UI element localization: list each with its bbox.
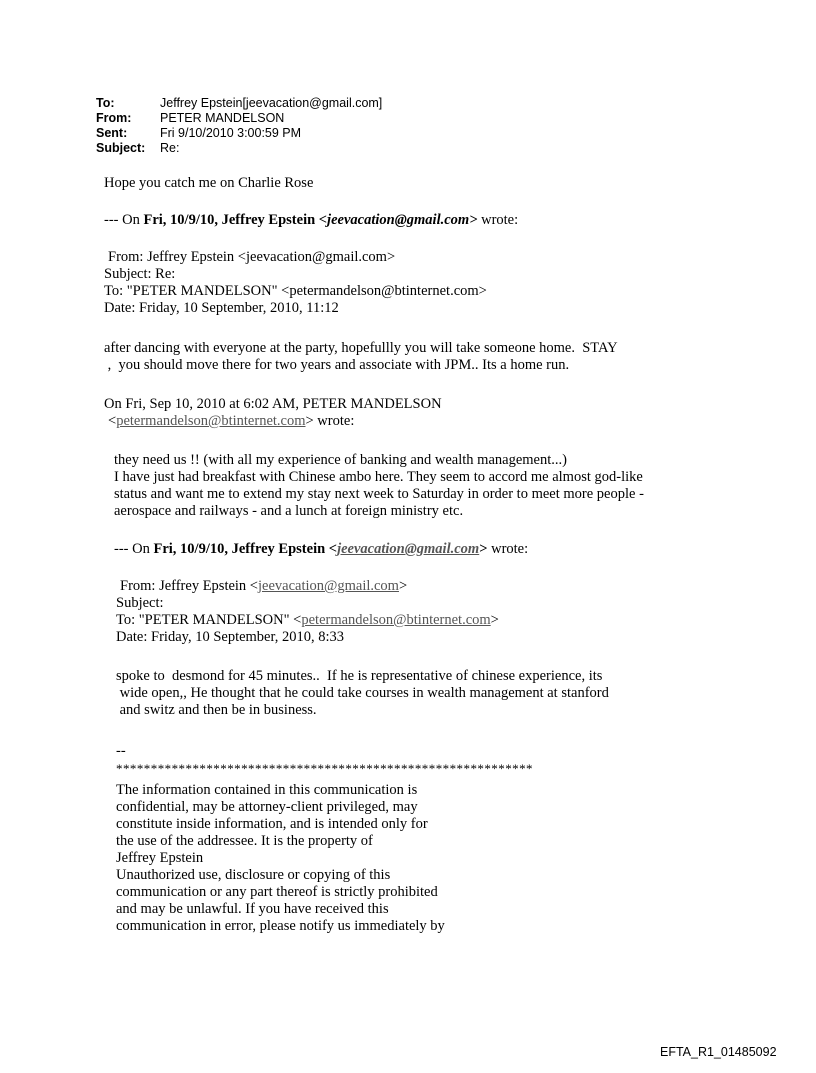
quote1-to-line: To: "PETER MANDELSON" <petermandelson@btinternet.com> <box>104 283 487 299</box>
from-label: From: <box>96 111 132 125</box>
disclaimer-line: communication or any part thereof is strictly prohibited <box>116 884 438 900</box>
sent-value: Fri 9/10/2010 3:00:59 PM <box>160 126 302 140</box>
disclaimer-line: constitute inside information, and is intended only for <box>116 816 428 832</box>
quote3-to-line <box>116 612 499 629</box>
quote3-date-line: Date: Friday, 10 September, 2010, 8:33 <box>116 629 345 645</box>
to-value: Jeffrey Epstein[jeevacation@gmail.com] <box>160 96 383 110</box>
from-row <box>96 111 382 126</box>
quote1-date-line: Date: Friday, 10 September, 2010, 11:12 <box>104 300 339 316</box>
email-header <box>96 96 382 156</box>
quote3-intro <box>114 541 528 558</box>
quote1-intro-date: Fri, 10/9/10, Jeffrey Epstein <box>143 212 319 228</box>
quote3-intro-prefix: --- On <box>114 541 154 557</box>
from-value: PETER MANDELSON <box>160 111 285 125</box>
disclaimer-line: and may be unlawful. If you have received this <box>116 901 389 917</box>
quote3-to-suffix: > <box>490 612 499 628</box>
quote2-body-line-4: aerospace and railways - and a lunch at foreign ministry etc. <box>114 503 464 519</box>
quote2-intro-email-link[interactable]: petermandelson@btinternet.com <box>116 413 306 429</box>
quote3-intro-date: Fri, 10/9/10, Jeffrey Epstein <box>153 541 329 557</box>
quote3-intro-gt: > <box>479 541 488 557</box>
sent-label: Sent: <box>96 126 128 140</box>
quote2-body-line-3: status and want me to extend my stay next week to Saturday in order to meet more people - <box>114 486 644 502</box>
disclaimer-line: communication in error, please notify us immediately by <box>116 918 445 934</box>
quote2-intro-open: < <box>108 413 117 429</box>
quote1-subject-line: Subject: Re: <box>104 266 176 282</box>
quote1-from-line: From: Jeffrey Epstein <jeevacation@gmail.com> <box>108 249 396 265</box>
sent-row <box>96 126 382 141</box>
document-id: EFTA_R1_01485092 <box>660 1045 777 1059</box>
subject-label: Subject: <box>96 141 146 155</box>
quote3-body-line-3: and switz and then be in business. <box>116 702 317 718</box>
disclaimer-line: The information contained in this communication is <box>116 782 418 798</box>
quote3-intro-lt: < <box>328 541 338 557</box>
quote3-from-prefix: From: Jeffrey Epstein < <box>120 578 258 594</box>
quote3-to-prefix: To: "PETER MANDELSON" < <box>116 612 302 628</box>
subject-row <box>96 141 382 156</box>
quote2-body-line-1: they need us !! (with all my experience of banking and wealth management...) <box>114 452 567 468</box>
reply-text: Hope you catch me on Charlie Rose <box>104 175 314 191</box>
quote1-intro-email: <jeevacation@gmail.com> <box>318 212 478 228</box>
disclaimer-line: Unauthorized use, disclosure or copying of this <box>116 867 391 883</box>
quote3-to-email-link[interactable]: petermandelson@btinternet.com <box>301 612 491 628</box>
signature-stars: ************************************************************ <box>116 761 533 776</box>
quote1-intro <box>104 212 518 229</box>
quote2-intro-line-1: On Fri, Sep 10, 2010 at 6:02 AM, PETER MANDELSON <box>104 396 442 412</box>
quote1-body-line-1: after dancing with everyone at the party, hopefullly you will take someone home. STAY <box>104 340 618 356</box>
quote2-body-line-2: I have just had breakfast with Chinese ambo here. They seem to accord me almost god-like <box>114 469 643 485</box>
signature-dashes: -- <box>116 743 126 759</box>
disclaimer-line: confidential, may be attorney-client privileged, may <box>116 799 418 815</box>
to-label: To: <box>96 96 115 110</box>
quote3-from-line <box>120 578 407 595</box>
to-row <box>96 96 382 111</box>
quote1-intro-suffix: wrote: <box>477 212 519 228</box>
quote3-intro-email-link[interactable]: jeevacation@gmail.com <box>337 541 480 557</box>
quote3-subject-line: Subject: <box>116 595 164 611</box>
quote3-from-email-link[interactable]: jeevacation@gmail.com <box>257 578 399 594</box>
disclaimer-line: Jeffrey Epstein <box>116 850 204 866</box>
quote3-body-line-2: wide open,, He thought that he could take courses in wealth management at stanford <box>116 685 609 701</box>
quote1-intro-prefix: --- On <box>104 212 144 228</box>
quote1-body-line-2: , you should move there for two years and associate with JPM.. Its a home run. <box>104 357 570 373</box>
quote2-intro-close: > wrote: <box>305 413 355 429</box>
disclaimer-line: the use of the addressee. It is the property of <box>116 833 373 849</box>
quote2-intro-line-2 <box>108 413 354 430</box>
quote3-intro-suffix: wrote: <box>487 541 529 557</box>
quote3-from-suffix: > <box>398 578 408 594</box>
subject-value: Re: <box>160 141 180 155</box>
quote3-body-line-1: spoke to desmond for 45 minutes.. If he is representative of chinese experience, its <box>116 668 603 684</box>
